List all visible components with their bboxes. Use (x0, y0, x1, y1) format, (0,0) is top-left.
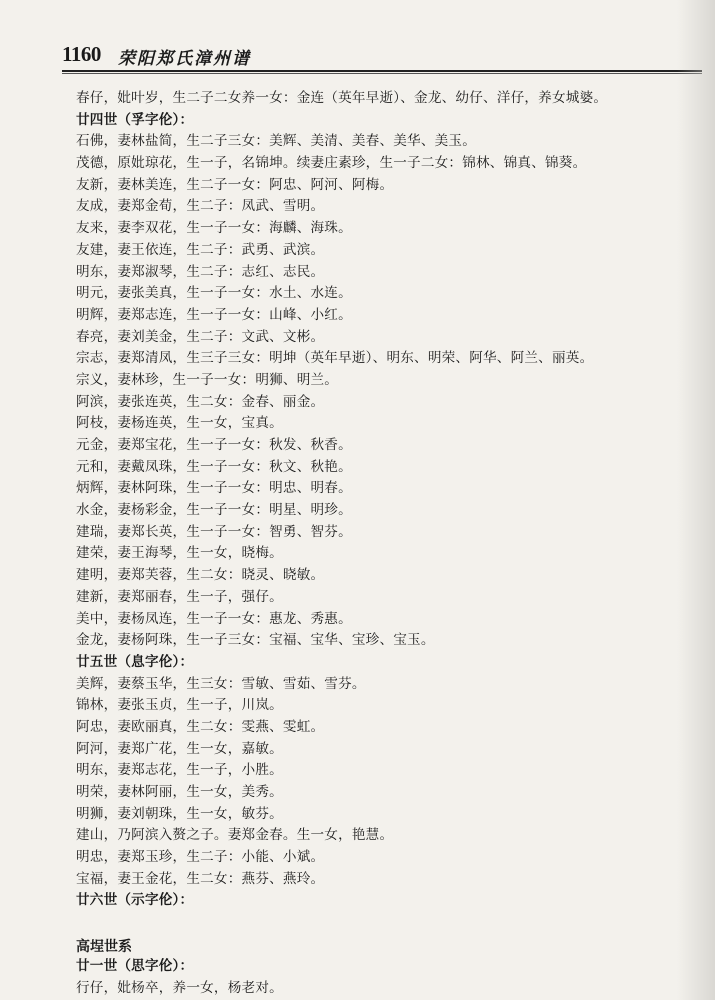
genealogy-entry: 锦林，妻张玉贞，生一子，川岚。 (76, 697, 283, 714)
page-edge-shadow (677, 0, 715, 1000)
genealogy-entry: 明荣，妻林阿丽，生一女，美秀。 (76, 784, 283, 800)
genealogy-entry: 水金，妻杨彩金，生一子一女：明星、明珍。 (76, 502, 352, 519)
genealogy-entry: 炳辉，妻林阿珠，生一子一女：明忠、明春。 (76, 480, 352, 497)
genealogy-entry: 明忠，妻郑玉珍，生二子：小能、小斌。 (76, 849, 325, 866)
genealogy-block-2 (76, 956, 686, 999)
genealogy-entry: 元和，妻戴凤珠，生一子一女：秋文、秋艳。 (76, 458, 352, 475)
genealogy-entry: 春仔，妣叶岁，生二子二女养一女：金连（英年早逝）、金龙、幼仔、洋仔，养女城婆。 (76, 90, 608, 106)
genealogy-entry: 行仔，妣杨卒，养一女，杨老对。 (76, 979, 283, 996)
genealogy-entry: 美中，妻杨凤连，生一子一女：惠龙、秀惠。 (76, 610, 352, 627)
genealogy-entry: 春亮，妻刘美金，生二子：文武、文彬。 (76, 328, 325, 345)
genealogy-entry: 明东，妻郑淑琴，生二子：志红、志民。 (76, 263, 325, 280)
generation-heading: 廿一世（思字伦）： (76, 958, 194, 975)
section-title: 高埕世系 (76, 939, 132, 956)
genealogy-entry: 茂德，原妣琼花，生一子，名锦坤。续妻庄素珍，生一子二女：锦林、锦真、锦葵。 (76, 155, 587, 172)
header-rule-thin (62, 73, 702, 74)
genealogy-entry: 石佛，妻林盐简，生二子三女：美辉、美清、美春、美华、美玉。 (76, 133, 477, 150)
genealogy-entry: 建山，乃阿滨入赘之子。妻郑金春。生一女，艳慧。 (76, 827, 394, 844)
generation-heading: 廿五世（息字伦）： (76, 653, 194, 670)
genealogy-entry: 建瑞，妻郑长英，生一子一女：智勇、智芬。 (76, 523, 352, 540)
book-title: 荣阳郑氏漳州谱 (118, 49, 251, 69)
genealogy-entry: 阿滨，妻张连英，生二女：金春、丽金。 (76, 393, 325, 410)
genealogy-entry: 元金，妻郑宝花，生一子一女：秋发、秋香。 (76, 437, 352, 453)
generation-heading: 廿六世（示字伦）： (76, 892, 194, 909)
genealogy-entry: 友新，妻林美连，生二子一女：阿忠、阿河、阿梅。 (76, 176, 394, 193)
genealogy-entry: 建新，妻郑丽春，生一子，强仔。 (76, 588, 283, 605)
genealogy-entry: 明东，妻郑志花，生一子，小胜。 (76, 762, 283, 779)
genealogy-entry: 宝福，妻王金花，生二女：燕芬、燕玲。 (76, 870, 325, 887)
genealogy-entry: 建荣，妻王海琴，生一女，晓梅。 (76, 545, 283, 562)
genealogy-entry: 友来，妻李双花，生一子一女：海麟、海珠。 (76, 220, 352, 237)
genealogy-entry: 友成，妻郑金荀，生二子：凤武、雪明。 (76, 198, 325, 215)
genealogy-entry: 宗志，妻郑清凤，生三子三女：明坤（英年早逝）、明东、明荣、阿华、阿兰、丽英。 (76, 350, 594, 367)
header-rule (62, 70, 702, 72)
genealogy-entry: 友建，妻王依连，生二子：武勇、武滨。 (76, 241, 325, 258)
genealogy-entry: 明狮，妻刘朝珠，生一女，敏芬。 (76, 805, 283, 822)
genealogy-entry: 阿枝，妻杨连英，生一女，宝真。 (76, 415, 283, 432)
page-header (62, 38, 702, 72)
genealogy-entry: 阿河，妻郑广花，生一女，嘉敏。 (76, 740, 283, 757)
genealogy-entry: 建明，妻郑芙蓉，生二女：晓灵、晓敏。 (76, 567, 325, 584)
genealogy-block (76, 88, 686, 912)
genealogy-entry: 明辉，妻郑志连，生一子一女：山峰、小红。 (76, 306, 352, 323)
generation-heading: 廿四世（孚字伦）： (76, 111, 194, 128)
page-number: 1160 (62, 42, 101, 66)
genealogy-entry: 金龙，妻杨阿珠，生一子三女：宝福、宝华、宝珍、宝玉。 (76, 632, 435, 649)
genealogy-entry: 阿忠，妻欧丽真，生二女：雯燕、雯虹。 (76, 718, 325, 735)
page-body (76, 88, 686, 1000)
genealogy-entry: 明元，妻张美真，生一子一女：水土、水连。 (76, 285, 352, 302)
genealogy-entry: 宗义，妻林珍，生一子一女：明狮、明兰。 (76, 371, 339, 388)
genealogy-entry: 美辉，妻蔡玉华，生三女：雪敏、雪茹、雪芬。 (76, 675, 366, 692)
